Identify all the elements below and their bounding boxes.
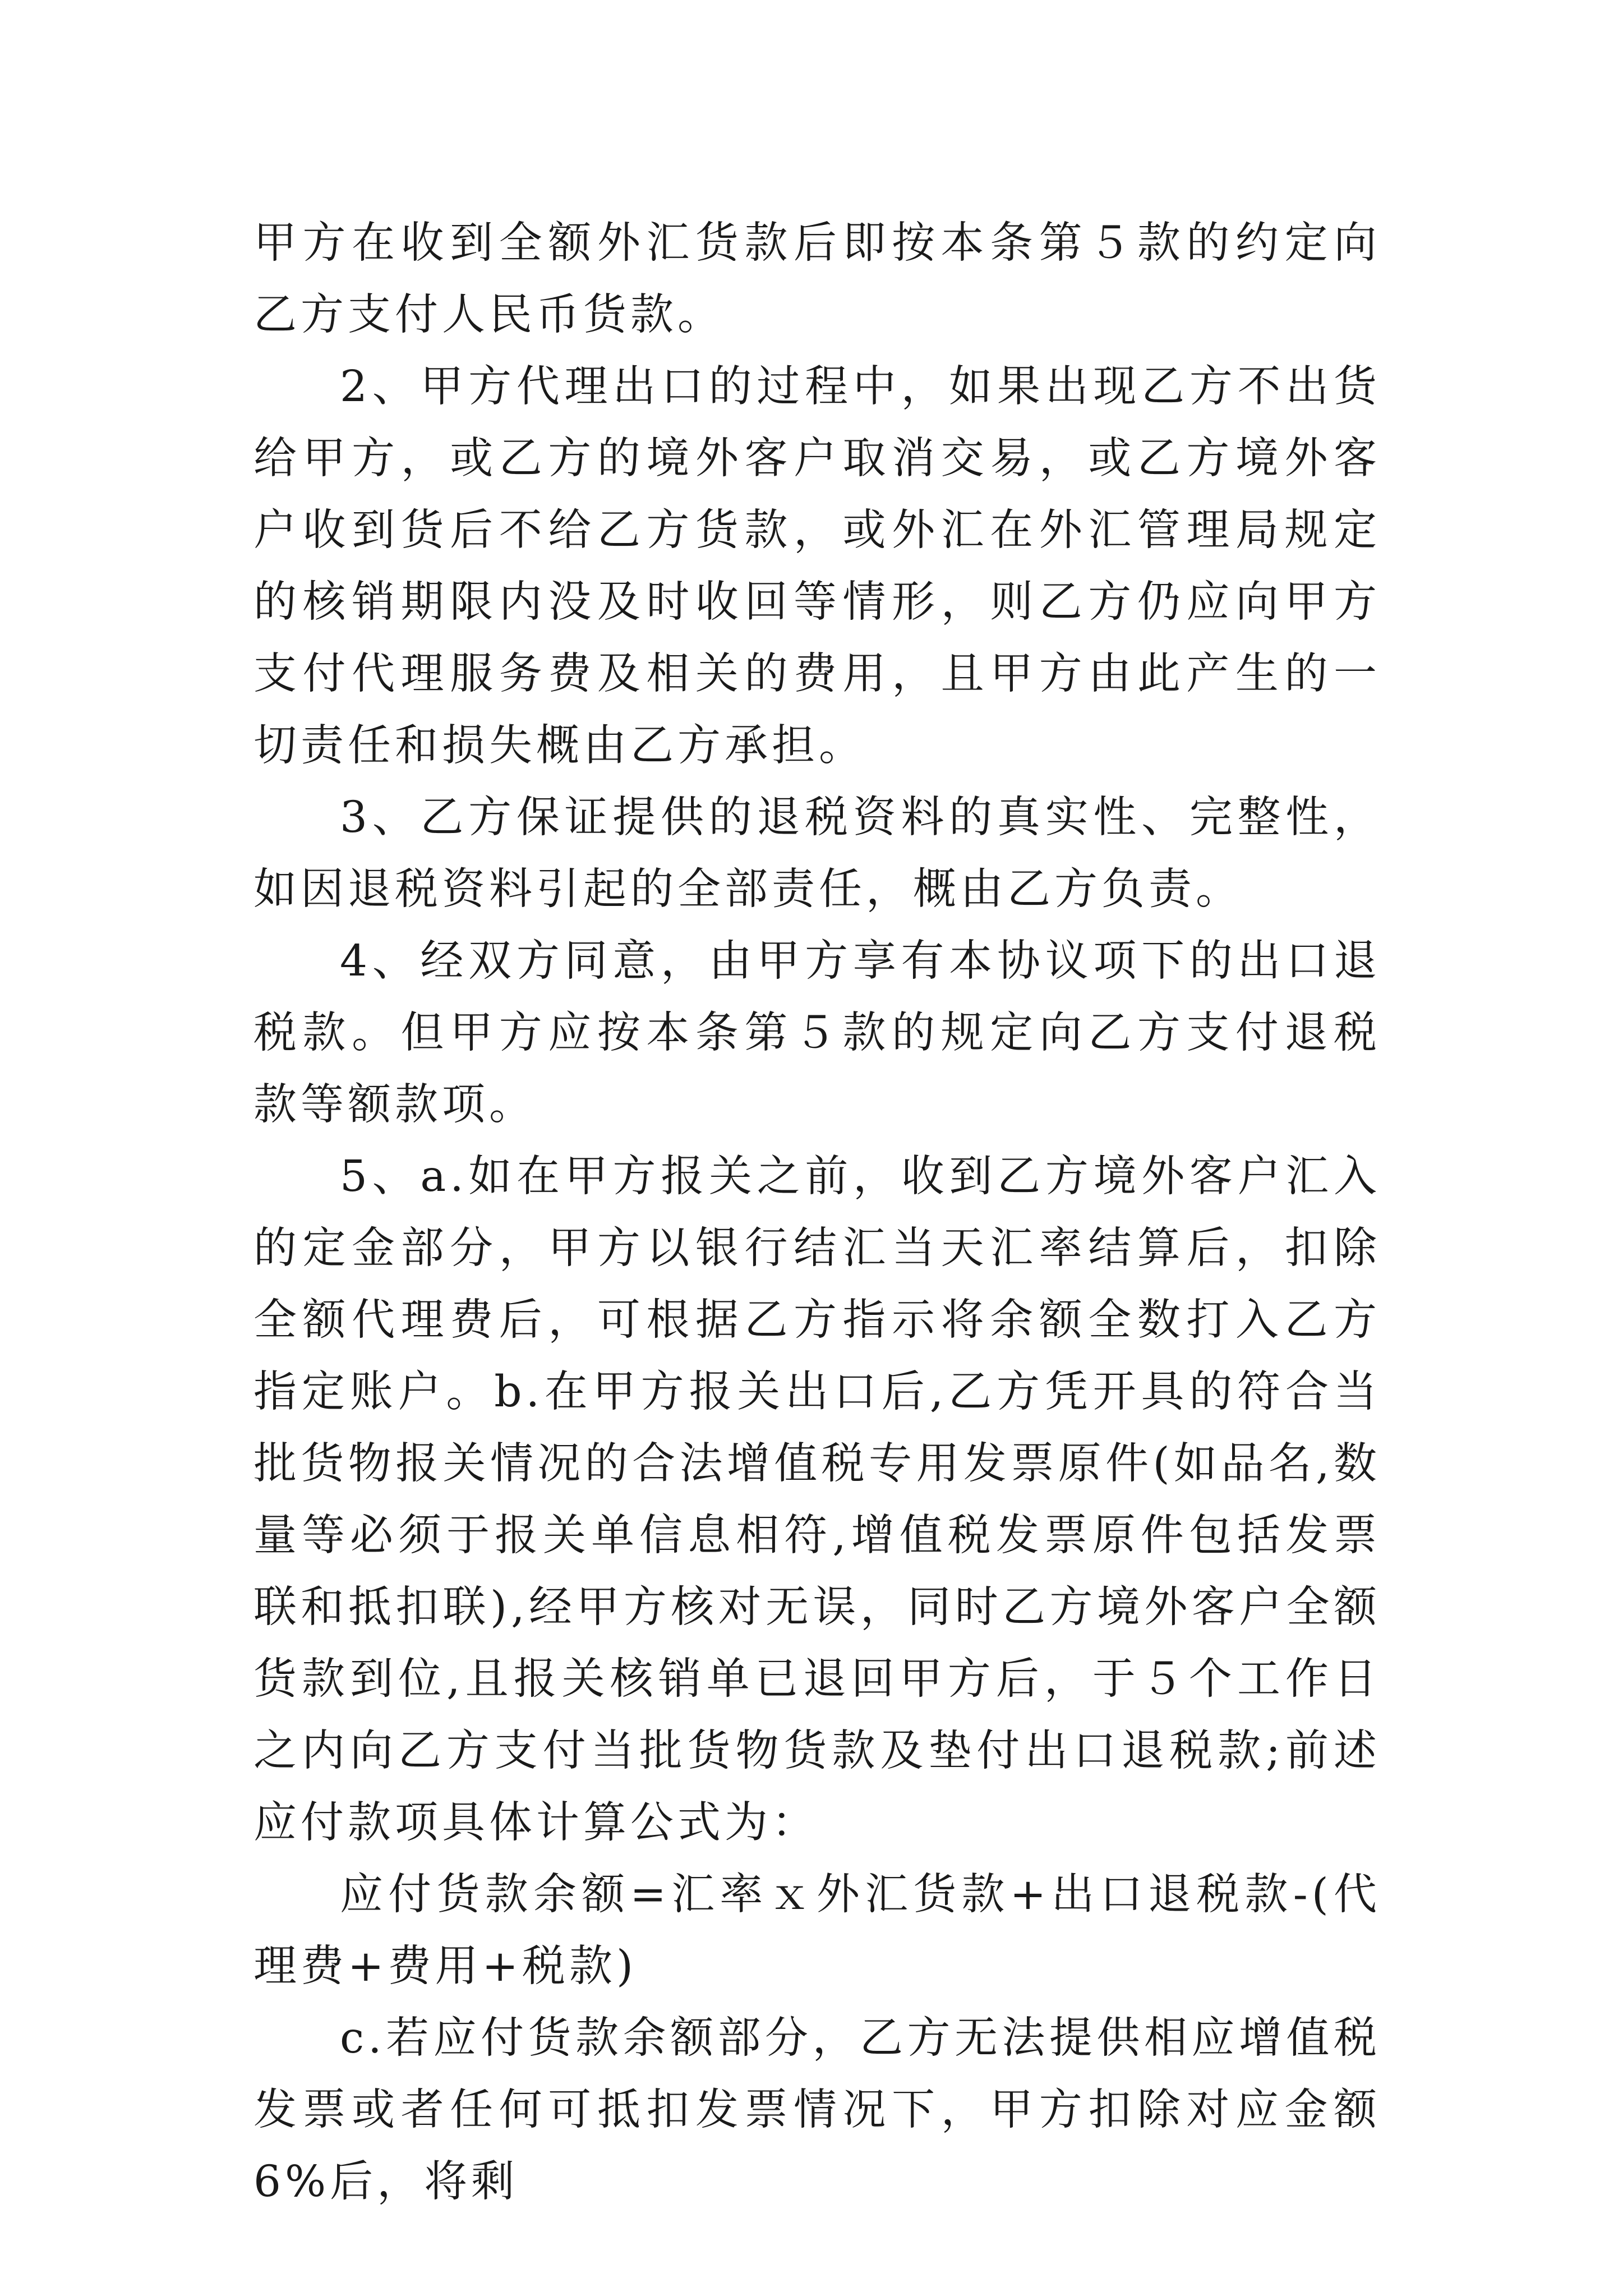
paragraph-clause-5: 5、a.如在甲方报关之前，收到乙方境外客户汇入的定金部分，甲方以银行结汇当天汇率结算后，扣除全额代理费后，可根据乙方指示将余额全数打入乙方指定账户。b.在甲方报关出口后,乙方凭开具的符合当批货物报关情况的合法增值税专用发票原件(如品名,数量等必须于报关单信息相符,增值税发票原件包括发票联和抵扣联),经甲方核对无误，同时乙方境外客户全额货款到位,且报关核销单已退回甲方后，于５个工作日之内向乙方支付当批货物货款及垫付出口退税款;前述应付款项具体计算公式为： — [253, 1152, 1381, 1848]
paragraph-clause-5c: c.若应付货款余额部分，乙方无法提供相应增值税发票或者任何可抵扣发票情况下，甲方扣除对应金额6%后，将剩 — [253, 2013, 1381, 2207]
paragraph-clause-2: 2、甲方代理出口的过程中，如果出现乙方不出货给甲方，或乙方的境外客户取消交易，或乙方境外客户收到货后不给乙方货款，或外汇在外汇管理局规定的核销期限内没及时收回等情形，则乙方仍应向甲方支付代理服务费及相关的费用，且甲方由此产生的一切责任和损失概由乙方承担。 — [253, 362, 1381, 771]
paragraph-payment-continuation: 甲方在收到全额外汇货款后即按本条第５款的约定向乙方支付人民币货款。 — [253, 218, 1381, 340]
paragraph-clause-3: 3、乙方保证提供的退税资料的真实性、完整性，如因退税资料引起的全部责任，概由乙方负责。 — [253, 793, 1381, 914]
paragraph-formula: 应付货款余额=汇率ｘ外汇货款+出口退税款-(代理费+费用+税款) — [253, 1870, 1381, 1991]
document-body — [253, 208, 1381, 2218]
paragraph-clause-4: 4、经双方同意，由甲方享有本协议项下的出口退税款。但甲方应按本条第５款的规定向乙方支付退税款等额款项。 — [253, 936, 1381, 1130]
